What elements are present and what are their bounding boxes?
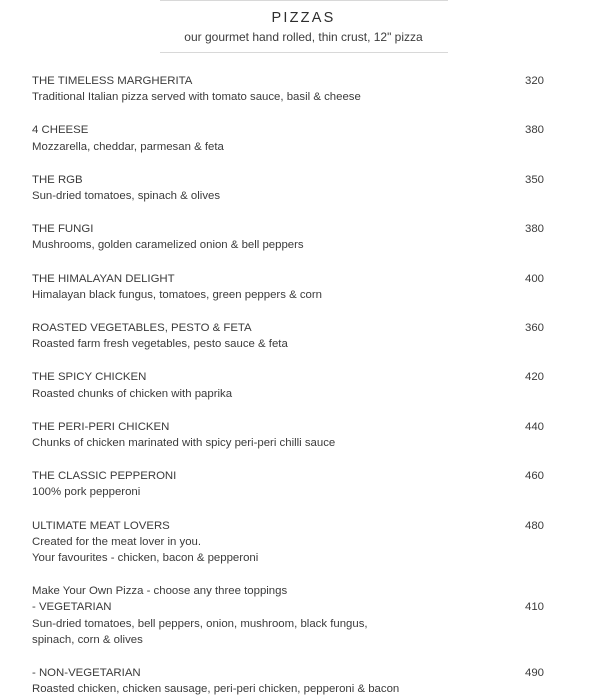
menu-item-description-line: Himalayan black fungus, tomatoes, green peppers & corn xyxy=(32,288,322,301)
menu-item-description-line: 100% pork pepperoni xyxy=(32,486,141,499)
menu-item-name: THE TIMELESS MARGHERITA xyxy=(32,75,193,87)
menu-item-row xyxy=(32,665,565,697)
section-header xyxy=(160,0,448,53)
menu-item[interactable] xyxy=(32,566,565,648)
menu-item-description xyxy=(32,616,507,648)
menu-item-name: ULTIMATE MEAT LOVERS xyxy=(32,519,170,532)
menu-item-row xyxy=(32,320,565,352)
menu-item-row xyxy=(32,369,565,401)
menu-item[interactable] xyxy=(32,451,565,500)
menu-item-text xyxy=(32,221,507,253)
menu-item-price: 480 xyxy=(525,519,545,532)
menu-item-text xyxy=(32,73,507,105)
menu-item-name: THE CLASSIC PEPPERONI xyxy=(32,470,177,483)
menu-item-row xyxy=(32,583,565,648)
menu-item-price: 360 xyxy=(525,322,545,335)
menu-item-description xyxy=(32,386,507,402)
menu-item-description-line: Chunks of chicken marinated with spicy peri-peri chilli sauce xyxy=(32,437,336,450)
menu-item-text xyxy=(32,369,507,401)
menu-item-row xyxy=(32,122,565,154)
menu-item-description-line: spinach, corn & olives xyxy=(32,633,143,646)
menu-item-price: 490 xyxy=(525,667,545,680)
menu-item-row xyxy=(32,172,565,204)
menu-item-description xyxy=(32,139,507,155)
menu-item-text xyxy=(32,468,507,500)
menu-item-description xyxy=(32,237,507,253)
menu-item-description-line: Sun-dried tomatoes, bell peppers, onion, mushroom, black fungus, xyxy=(32,617,368,630)
menu-item-price: 400 xyxy=(525,272,545,285)
menu-item-row xyxy=(32,468,565,500)
menu-item-row xyxy=(32,271,565,303)
menu-item-row xyxy=(32,518,565,567)
menu-item-price: 350 xyxy=(525,173,545,186)
menu-item-price: 440 xyxy=(525,420,545,433)
menu-item-text xyxy=(32,122,507,154)
menu-item-name: THE FUNGI xyxy=(32,223,94,236)
menu-item-name: ROASTED VEGETABLES, PESTO & FETA xyxy=(32,322,252,335)
menu-item-description-line: Roasted chicken, chicken sausage, peri-peri chicken, pepperoni & bacon xyxy=(32,683,400,696)
menu-item[interactable] xyxy=(32,352,565,401)
menu-item-description xyxy=(32,534,507,566)
section-subtitle: our gourmet hand rolled, thin crust, 12" pizza xyxy=(184,30,423,44)
menu-item-description xyxy=(32,681,507,697)
menu-item-description-line: Traditional Italian pizza served with tomato sauce, basil & cheese xyxy=(32,91,361,104)
menu-item-description xyxy=(32,89,507,105)
menu-item[interactable] xyxy=(32,53,565,105)
menu-item-description xyxy=(32,336,507,352)
menu-item-text xyxy=(32,271,507,303)
menu-item-price: 320 xyxy=(525,75,545,87)
menu-item[interactable] xyxy=(32,254,565,303)
menu-item-row xyxy=(32,419,565,451)
menu-item-description-line: Roasted chunks of chicken with paprika xyxy=(32,387,233,400)
menu-item-price: 460 xyxy=(525,470,545,483)
menu-item-description xyxy=(32,188,507,204)
menu-item-description-line: Your favourites - chicken, bacon & pepperoni xyxy=(32,552,259,565)
menu-item[interactable] xyxy=(32,648,565,697)
menu-item-text xyxy=(32,172,507,204)
menu-item-name: 4 CHEESE xyxy=(32,124,89,137)
menu-item-text xyxy=(32,583,507,648)
menu-item-row xyxy=(32,73,565,105)
menu-item-text xyxy=(32,320,507,352)
menu-item-lead-in: Make Your Own Pizza - choose any three toppings xyxy=(32,585,288,598)
menu-item-description xyxy=(32,435,507,451)
menu-item-price: 380 xyxy=(525,223,545,236)
menu-item-text xyxy=(32,518,507,567)
menu-item[interactable] xyxy=(32,155,565,204)
menu-item[interactable] xyxy=(32,303,565,352)
menu-item[interactable] xyxy=(32,204,565,253)
menu-item-text xyxy=(32,665,507,697)
menu-item-list xyxy=(0,53,607,697)
menu-item[interactable] xyxy=(32,402,565,451)
menu-item[interactable] xyxy=(32,501,565,567)
menu-item-description xyxy=(32,287,507,303)
menu-item-name: THE PERI-PERI CHICKEN xyxy=(32,420,170,433)
menu-item-description xyxy=(32,484,507,500)
menu-item-name: - VEGETARIAN xyxy=(32,601,112,614)
menu-item[interactable] xyxy=(32,105,565,154)
menu-item-description-line: Mozzarella, cheddar, parmesan & feta xyxy=(32,140,224,153)
menu-item-description-line: Sun-dried tomatoes, spinach & olives xyxy=(32,190,221,203)
menu-item-description-line: Created for the meat lover in you. xyxy=(32,535,202,548)
menu-item-description-line: Roasted farm fresh vegetables, pesto sauce & feta xyxy=(32,338,288,351)
menu-item-name: - NON-VEGETARIAN xyxy=(32,667,141,680)
menu-item-description-line: Mushrooms, golden caramelized onion & bell peppers xyxy=(32,239,304,252)
menu-item-name: THE RGB xyxy=(32,173,83,186)
section-title: PIZZAS xyxy=(271,10,336,26)
menu-item-name: THE SPICY CHICKEN xyxy=(32,371,147,384)
menu-item-text xyxy=(32,419,507,451)
menu-item-price: 410 xyxy=(525,601,545,614)
menu-item-name: THE HIMALAYAN DELIGHT xyxy=(32,272,175,285)
menu-item-price: 420 xyxy=(525,371,545,384)
menu-item-row xyxy=(32,221,565,253)
menu-item-price: 380 xyxy=(525,124,545,137)
